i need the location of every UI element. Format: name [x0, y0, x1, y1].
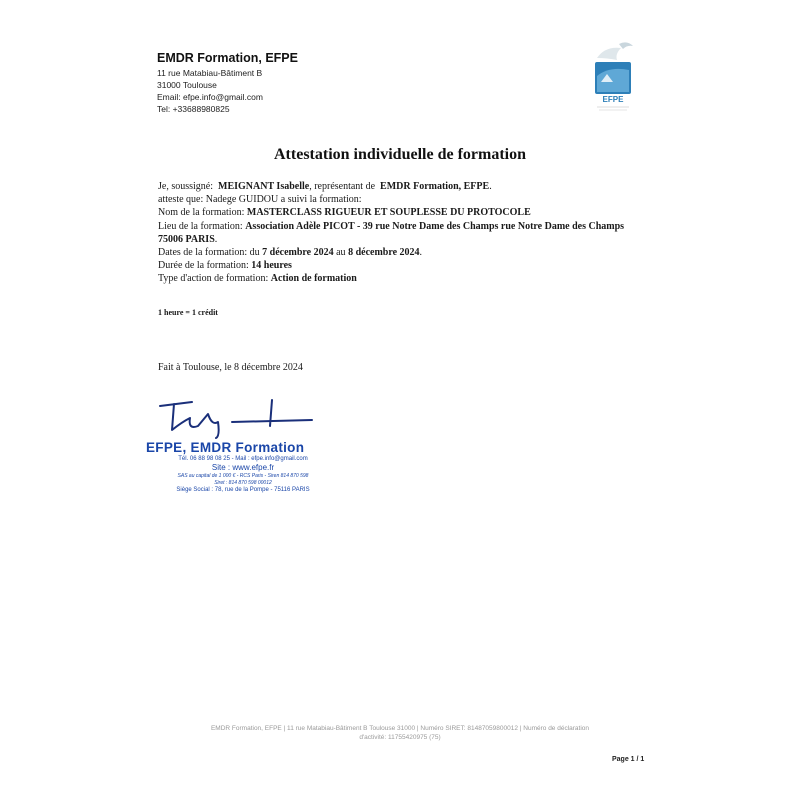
stamp-siret: Siret : 814 870 598 00012	[214, 479, 272, 486]
body-line-location: Lieu de la formation: Association Adèle PICOT - 39 rue Notre Dame des Champs rue Notre Dame des Champs 75006 PARIS.	[158, 220, 625, 245]
place-and-date: Fait à Toulouse, le 8 décembre 2024	[158, 362, 303, 373]
org-email: Email: efpe.info@gmail.com	[157, 92, 263, 102]
footer-line1: EMDR Formation, EFPE | 11 rue Matabiau-Bâtiment B Toulouse 31000 | Numéro SIRET: 81487059800012 | Numéro de déclaration	[210, 725, 590, 732]
page-footer	[150, 724, 650, 742]
org-address-line2: 31000 Toulouse	[157, 80, 217, 90]
stamp-sas: SAS au capital de 1 000 € - RCS Paris - Siren 814 870 598	[177, 473, 309, 479]
training-name: MASTERCLASS RIGUEUR ET SOUPLESSE DU PROTOCOLE	[246, 207, 531, 219]
body-line-dates: Dates de la formation: du 7 décembre 2024 au 8 décembre 2024.	[158, 247, 423, 259]
signature-stroke	[160, 400, 312, 438]
logo-bird-head	[619, 42, 633, 49]
training-duration: 14 heures	[251, 260, 292, 272]
footer-line2: d'activité: 11755420975 (75)	[359, 734, 441, 741]
body-line-duration: Durée de la formation: 14 heures	[158, 260, 292, 272]
body-line-attestee: atteste que: Nadege GUIDOU a suivi la formation:	[158, 194, 362, 206]
training-location: Association Adèle PICOT - 39 rue Notre Dame des Champs rue Notre Dame des Champs 75006 PARIS	[158, 220, 625, 245]
page-title: Attestation individuelle de formation	[274, 146, 526, 163]
logo-text: EFPE	[602, 95, 624, 104]
stamp-contact: Tél. 06 88 98 08 25 - Mail : efpe.info@gmail.com	[178, 456, 308, 462]
stamp-title: EFPE, EMDR Formation	[146, 440, 305, 455]
org-name: EMDR Formation, EFPE	[157, 51, 298, 65]
stamp-head-office: Siège Social : 78, rue de la Pompe - 75116 PARIS	[176, 487, 310, 493]
attestation-body	[158, 180, 638, 286]
handwritten-signature	[152, 396, 322, 440]
logo-bird-wing	[597, 48, 621, 60]
body-line-signatory: Je, soussigné: MEIGNANT Isabelle, représentant de EMDR Formation, EFPE.	[158, 181, 492, 192]
action-type: Action de formation	[270, 273, 357, 285]
company-stamp	[143, 440, 343, 495]
attestee-name: Nadege GUIDOU	[205, 194, 279, 206]
represented-org: EMDR Formation, EFPE	[380, 181, 490, 192]
body-line-action-type: Type d'action de formation: Action de formation	[158, 273, 357, 285]
page-number: Page 1 / 1	[612, 756, 645, 763]
signatory-name: MEIGNANT Isabelle	[218, 181, 310, 192]
org-phone: Tel: +33688980825	[157, 104, 230, 114]
end-date: 8 décembre 2024	[348, 247, 420, 259]
body-line-training-name: Nom de la formation: MASTERCLASS RIGUEUR ET SOUPLESSE DU PROTOCOLE	[158, 207, 531, 219]
org-address-line1: 11 rue Matabiau-Bâtiment B	[157, 68, 263, 78]
efpe-logo	[589, 36, 637, 116]
organization-header	[157, 50, 298, 115]
start-date: 7 décembre 2024	[262, 247, 334, 259]
credit-note: 1 heure = 1 crédit	[158, 308, 218, 317]
stamp-site: Site : www.efpe.fr	[211, 463, 275, 472]
